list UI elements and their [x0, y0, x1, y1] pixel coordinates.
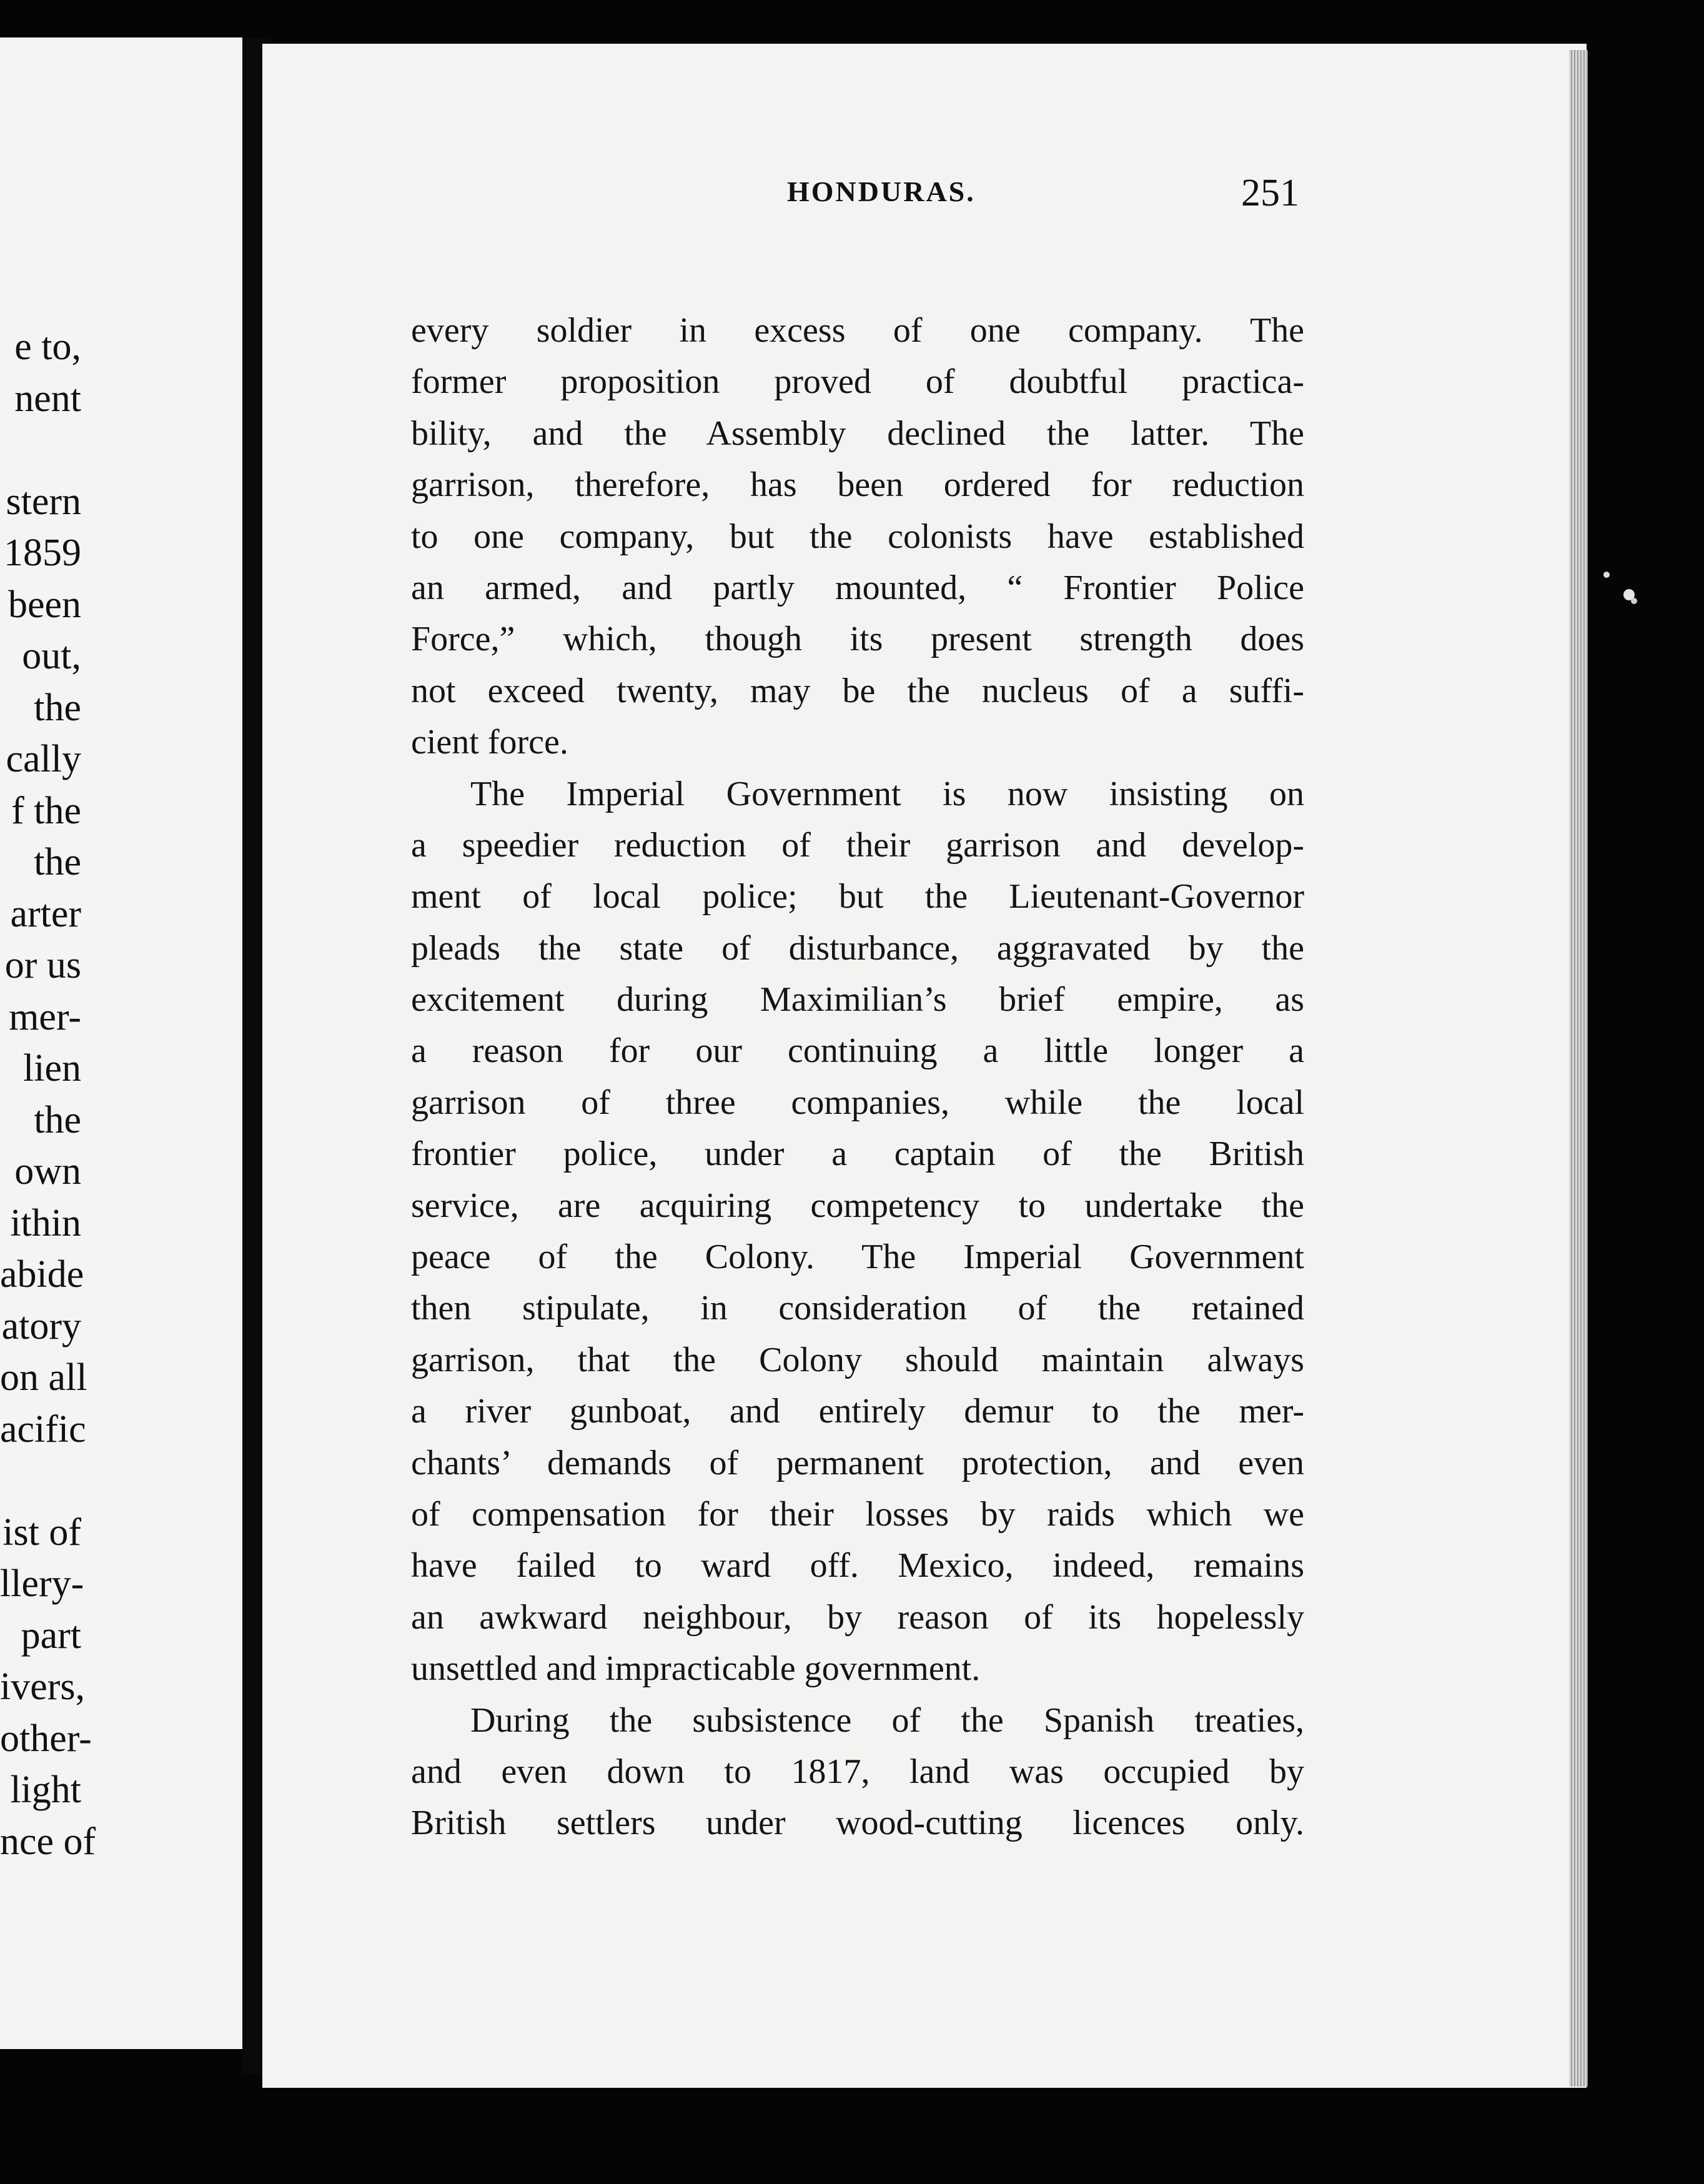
text-line: not exceed twenty, may be the nucleus of a suffi-: [411, 671, 1304, 710]
left-page-line: abide: [0, 1253, 84, 1296]
left-page-line: out,: [22, 635, 81, 677]
left-page-line: ivers,: [0, 1665, 86, 1708]
running-head: [506, 172, 1312, 237]
page-number: 251: [1241, 172, 1299, 214]
left-page-line: or us: [4, 944, 81, 986]
left-page-line: arter: [10, 892, 81, 935]
text-line: cient force.: [411, 723, 568, 762]
left-page-line: been: [7, 583, 81, 626]
left-page-line: e to,: [14, 325, 81, 368]
text-line: a speedier reduction of their garrison and develop-: [411, 825, 1304, 865]
text-line: Force,” which, though its present strength does: [411, 620, 1304, 659]
text-line: excitement during Maximilian’s brief empire, as: [411, 980, 1304, 1020]
left-page-line: the: [34, 841, 81, 883]
text-line: have failed to ward off. Mexico, indeed, remains: [411, 1546, 1304, 1586]
left-page-line: part: [21, 1614, 81, 1657]
left-page-line: llery-: [0, 1562, 84, 1605]
text-line: ment of local police; but the Lieutenant-Governor: [411, 877, 1304, 916]
left-page-line: mer-: [9, 995, 81, 1038]
left-page-line: on all: [0, 1356, 87, 1399]
left-page-line: own: [14, 1150, 81, 1193]
text-line: former proposition proved of doubtful practica-: [411, 362, 1304, 402]
text-line: garrison of three companies, while the local: [411, 1083, 1304, 1122]
page-edge: [1569, 50, 1588, 2087]
text-line: pleads the state of disturbance, aggravated by the: [411, 928, 1304, 968]
left-page-line: f the: [11, 789, 81, 832]
left-page-line: atory: [1, 1304, 81, 1348]
text-line: service, are acquiring competency to undertake the: [411, 1186, 1304, 1225]
text-line: The Imperial Government is now insisting on: [470, 774, 1304, 813]
left-page-line: light: [10, 1769, 81, 1811]
text-line: an armed, and partly mounted, “ Frontier Police: [411, 568, 1304, 607]
left-page-line: nent: [14, 377, 81, 420]
left-page-line: ithin: [10, 1201, 81, 1244]
text-line: of compensation for their losses by raids which we: [411, 1494, 1304, 1534]
text-line: an awkward neighbour, by reason of its hopelessly: [411, 1597, 1304, 1637]
text-line: garrison, therefore, has been ordered for reduction: [411, 465, 1304, 505]
left-page-line: cally: [6, 738, 81, 780]
scan-specks: [1599, 562, 1649, 625]
left-page-line: lien: [23, 1047, 81, 1090]
text-line: garrison, that the Colony should maintain always: [411, 1340, 1304, 1379]
text-line: a reason for our continuing a little longer a: [411, 1031, 1304, 1071]
body-text: [411, 305, 1304, 1849]
left-page-line: acific: [0, 1407, 86, 1451]
left-page-line: 1859: [4, 532, 81, 574]
text-line: every soldier in excess of one company. The: [411, 311, 1304, 350]
text-line: During the subsistence of the Spanish treaties,: [470, 1700, 1304, 1740]
text-line: peace of the Colony. The Imperial Government: [411, 1238, 1304, 1277]
text-line: and even down to 1817, land was occupied by: [411, 1752, 1304, 1791]
left-page-line: nce of: [0, 1820, 96, 1863]
running-head-title: HONDURAS.: [787, 176, 976, 207]
text-line: a river gunboat, and entirely demur to the mer-: [411, 1392, 1304, 1431]
left-page-line: other-: [0, 1717, 92, 1760]
left-page-line: the: [34, 1098, 81, 1141]
text-line: chants’ demands of permanent protection, and even: [411, 1443, 1304, 1482]
left-page: [0, 37, 250, 2049]
text-line: unsettled and impracticable government.: [411, 1649, 981, 1689]
left-page-line: ist of: [2, 1511, 81, 1554]
left-page-line: the: [34, 686, 81, 729]
text-line: British settlers under wood-cutting licences only.: [411, 1804, 1304, 1843]
text-line: then stipulate, in consideration of the retained: [411, 1289, 1304, 1328]
left-page-line: stern: [6, 480, 81, 523]
text-line: to one company, but the colonists have established: [411, 517, 1304, 556]
text-line: frontier police, under a captain of the British: [411, 1134, 1304, 1174]
text-line: bility, and the Assembly declined the latter. The: [411, 414, 1304, 453]
